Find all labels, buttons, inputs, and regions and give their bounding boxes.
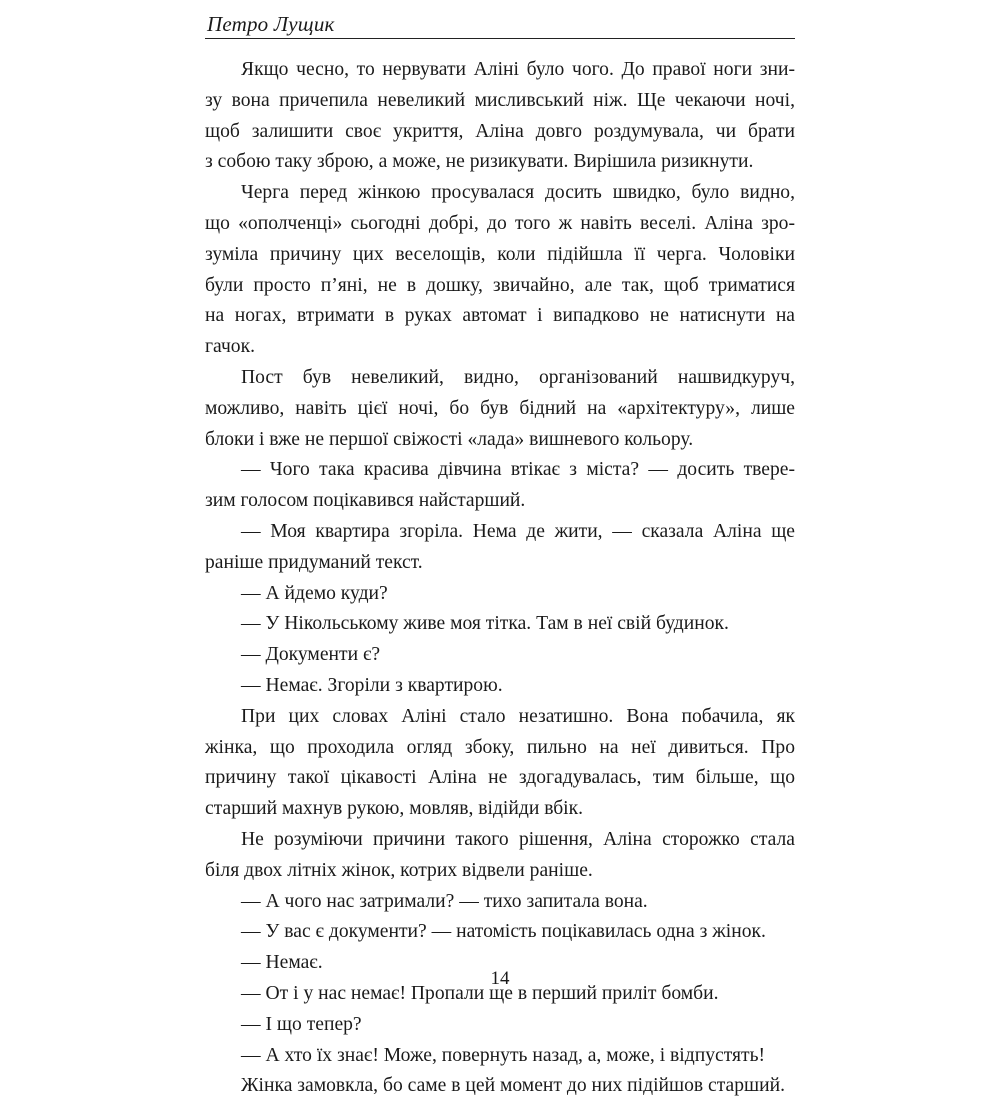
header-author-name: Петро Лущик (207, 12, 335, 36)
text-line: Якщо чесно, то нервувати Аліні було чого. До правої ноги зни- (241, 59, 795, 80)
text-line: причину такої цікавості Аліна не здогадувалась, тим більше, що (205, 767, 795, 789)
page-number: 14 (490, 968, 510, 989)
text-line: При цих словах Аліні стало незатишно. Вона побачила, як (241, 705, 795, 727)
text-line: щоб залишити своє укриття, Аліна довго роздумувала, чи брати (205, 120, 795, 142)
text-line: — І що тепер? (241, 1013, 362, 1035)
text-line: — А йдемо куди? (241, 582, 388, 604)
text-line: можливо, навіть цієї ночі, бо був бідний на «архітектуру», лише (205, 397, 795, 419)
text-line: — А чого нас затримали? — тихо запитала вона. (241, 890, 648, 912)
running-header (205, 8, 795, 39)
text-line: — Немає. (241, 952, 323, 974)
text-line: — А хто їх знає! Може, повернуть назад, а, може, і відпустять! (241, 1044, 766, 1066)
text-line: на ногах, втримати в руках автомат і випадково не натиснути на (205, 305, 795, 327)
text-line: Жінка замовкла, бо саме в цей момент до них підійшов старший. (241, 1075, 785, 1097)
text-line: жінка, що проходила огляд збоку, пильно на неї дивиться. Про (205, 736, 795, 758)
text-line: Пост був невеликий, видно, організований нашвидкуруч, (241, 366, 795, 388)
text-line: — Моя квартира згоріла. Нема де жити, — сказала Аліна ще (241, 520, 795, 542)
text-line: — Немає. Згоріли з квартирою. (241, 674, 503, 696)
text-line: що «ополченці» сьогодні добрі, до того ж навіть веселі. Аліна зро- (205, 212, 795, 234)
text-line: — От і у нас немає! Пропали ще в перший приліт бомби. (241, 982, 719, 1004)
text-line: гачок. (205, 336, 256, 358)
text-line: зу вона причепила невеликий мисливський ніж. Ще чекаючи ночі, (205, 89, 795, 111)
text-line: — Документи є? (241, 644, 381, 666)
text-line: раніше придуманий текст. (205, 551, 423, 573)
text-line: біля двох літніх жінок, котрих відвели раніше. (205, 859, 593, 881)
text-line: — Чого така красива дівчина втікає з міста? — досить твере- (241, 459, 795, 481)
text-line: з собою таку зброю, а може, не ризикувати. Вирішила ризикнути. (205, 151, 754, 173)
text-line: — У вас є документи? — натомість поцікавилась одна з жінок. (241, 921, 766, 943)
text-line: були просто п’яні, не в дошку, звичайно, але так, щоб триматися (205, 274, 795, 296)
text-line: зим голосом поцікавився найстарший. (205, 490, 526, 512)
text-line: Не розуміючи причини такого рішення, Аліна сторожко стала (241, 828, 795, 850)
text-line: — У Нікольському живе моя тітка. Там в неї свій будинок. (241, 613, 729, 635)
text-line: Черга перед жінкою просувалася досить швидко, було видно, (241, 182, 795, 204)
text-line: блоки і вже не першої свіжості «лада» вишневого кольору. (205, 428, 694, 450)
body-text (205, 55, 795, 1102)
text-line: зуміла причину цих веселощів, коли підійшла її черга. Чоловіки (205, 243, 795, 265)
text-line: старший махнув рукою, мовляв, відійди вбік. (205, 798, 584, 820)
